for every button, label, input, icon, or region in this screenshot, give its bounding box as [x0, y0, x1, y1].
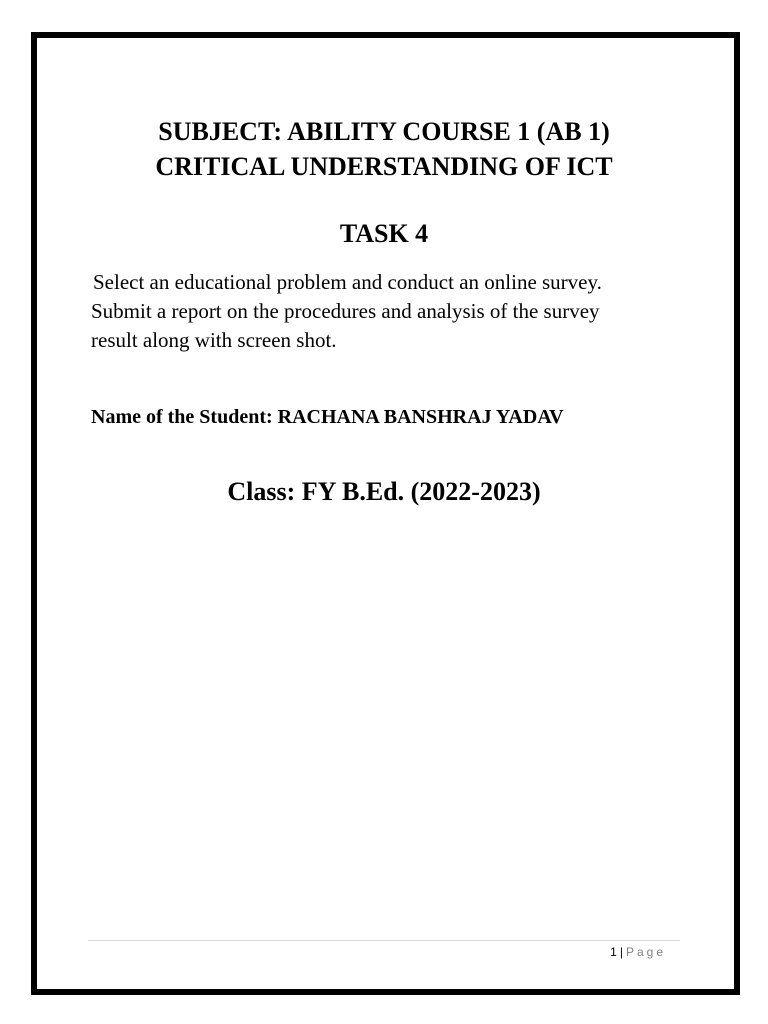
task-description [91, 268, 691, 355]
class-line [0, 476, 768, 508]
page-footer [610, 944, 666, 960]
page-number: 1 [610, 945, 617, 959]
subject-title: SUBJECT: ABILITY COURSE 1 (AB 1) [158, 117, 610, 146]
footer-divider [88, 940, 680, 941]
page-label: Page [625, 945, 666, 959]
student-name-line [91, 403, 564, 431]
footer-separator: | [619, 945, 623, 959]
task-title: TASK 4 [339, 219, 429, 248]
subject-subtitle: CRITICAL UNDERSTANDING OF ICT [155, 152, 613, 181]
class-value: FY B.Ed. (2022-2023) [301, 477, 541, 506]
task-description-line: result along with screen shot. [91, 328, 337, 352]
class-label: Class: [227, 477, 296, 506]
student-label: Name of the Student: [91, 406, 273, 428]
student-name: RACHANA BANSHRAJ YADAV [277, 406, 564, 428]
task-description-line: Submit a report on the procedures and analysis of the survey [91, 299, 600, 323]
task-description-line: Select an educational problem and conduct an online survey. [93, 270, 602, 294]
